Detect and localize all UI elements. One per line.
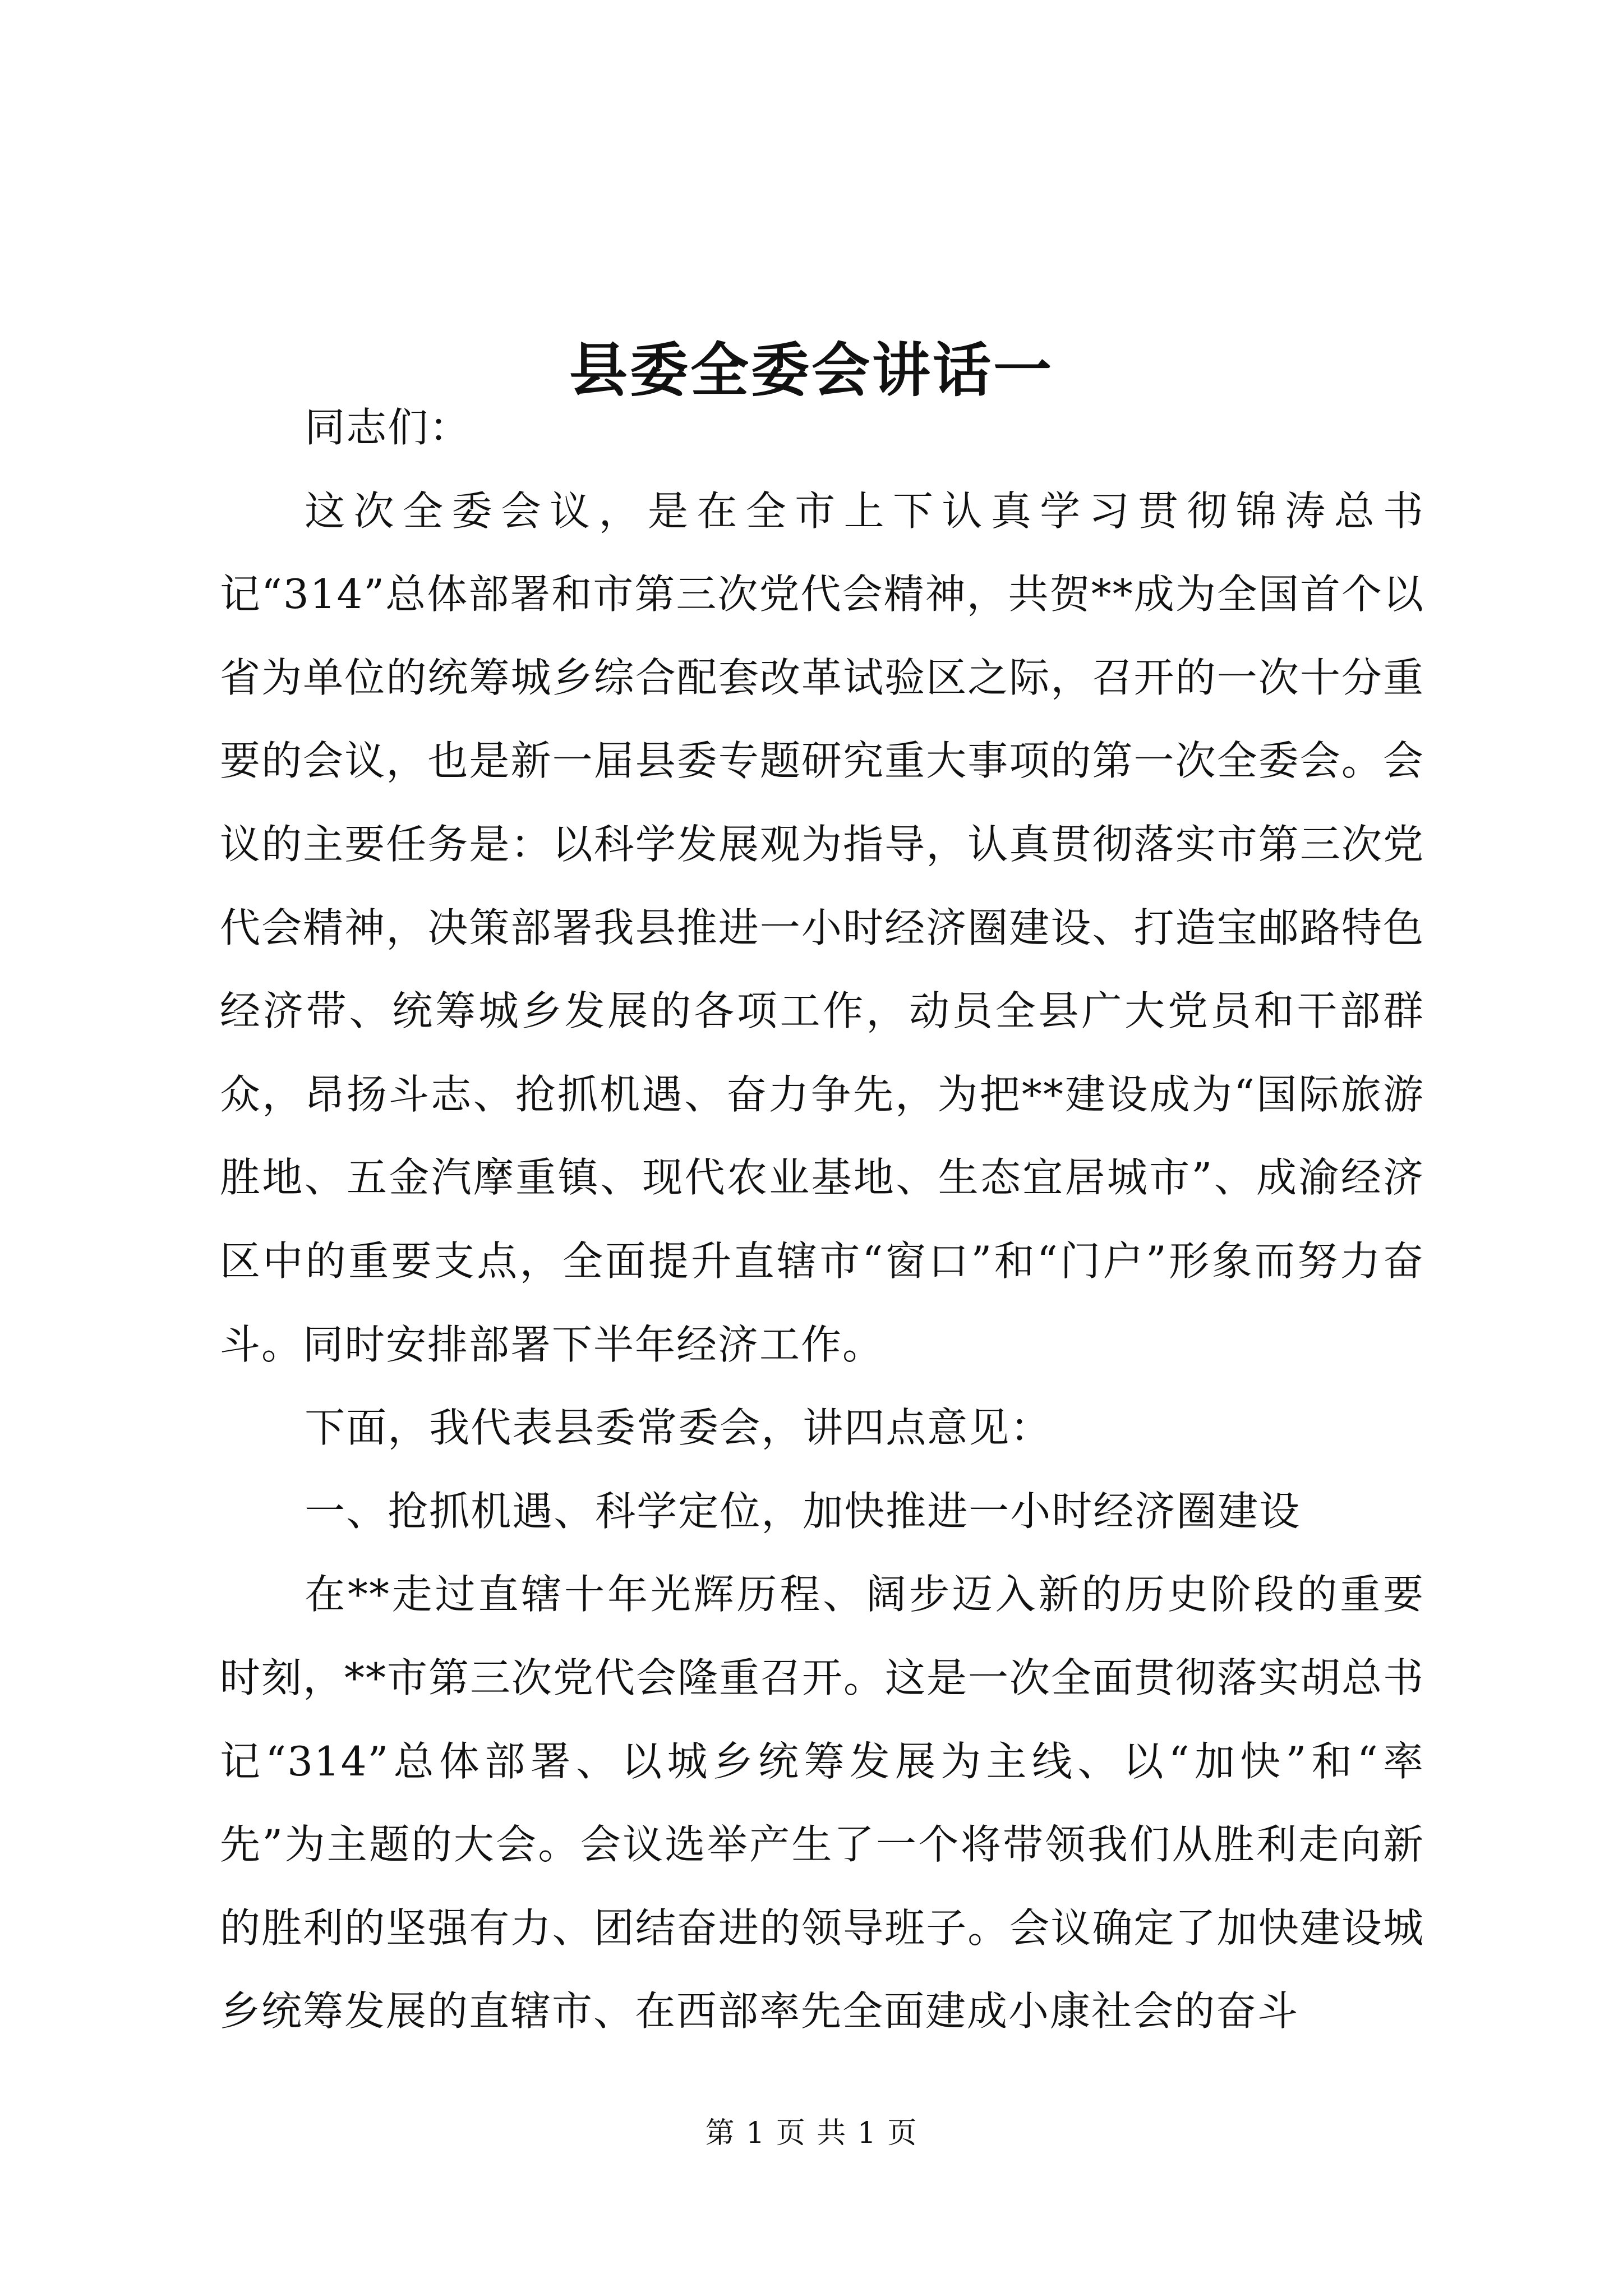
paragraph: 下面，我代表县委常委会，讲四点意见： [305, 1404, 1052, 1452]
document-title: 县委全委会讲话一 [569, 335, 1054, 404]
paragraph: 在**走过直辖十年光辉历程、阔步迈入新的历史阶段的重要时刻，**市第三次党代会隆重召开。这是一次全面贯彻落实胡总书记“314”总体部署、以城乡统筹发展为主线、以“加快”和“率先”为主题的大会。会议选举产生了一个将带领我们从胜利走向新的胜利的坚强有力、团结奋进的领导班子。会议确定了加快建设城乡统筹发展的直辖市、在西部率先全面建成小康社会的奋斗 [220, 1571, 1425, 2035]
section-heading: 一、抢抓机遇、科学定位，加快推进一小时经济圈建设 [305, 1487, 1301, 1535]
paragraph: 这次全委会议，是在全市上下认真学习贯彻锦涛总书记“314”总体部署和市第三次党代会精神，共贺**成为全国首个以省为单位的统筹城乡综合配套改革试验区之际，召开的一次十分重要的会议，也是新一届县委专题研究重大事项的第一次全委会。会议的主要任务是：以科学发展观为指导，认真贯彻落实市第三次党代会精神，决策部署我县推进一小时经济圈建设、打造宝邮路特色经济带、统筹城乡发展的各项工作，动员全县广大党员和干部群众，昂扬斗志、抢抓机遇、奋力争先，为把**建设成为“国际旅游胜地、五金汽摩重镇、现代农业基地、生态宜居城市”、成渝经济区中的重要支点，全面提升直辖市“窗口”和“门户”形象而努力奋斗。同时安排部署下半年经济工作。 [220, 487, 1424, 1368]
page-footer: 第 1 页 共 1 页 [705, 2116, 918, 2150]
salutation: 同志们： [305, 404, 471, 451]
document-body [220, 386, 1424, 2053]
